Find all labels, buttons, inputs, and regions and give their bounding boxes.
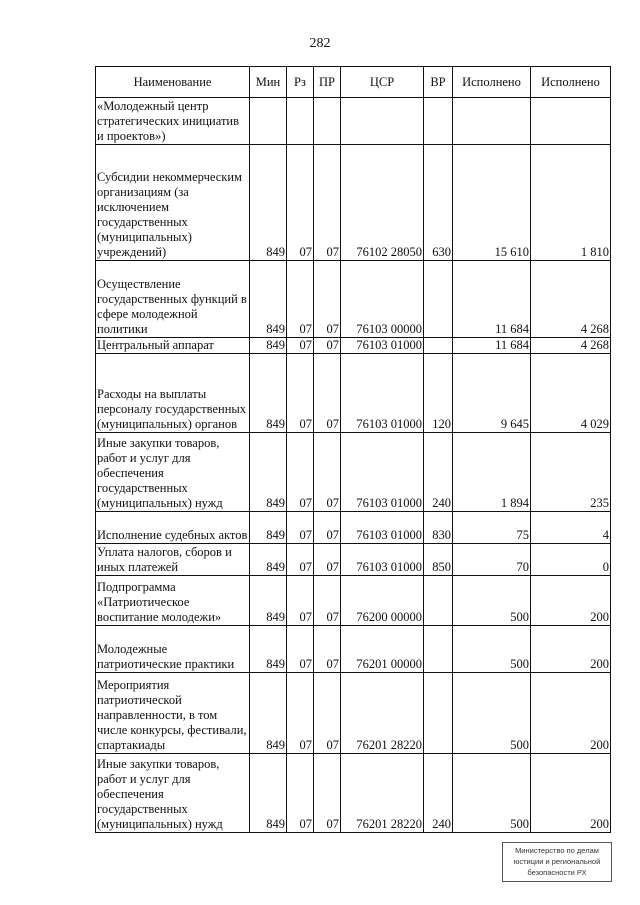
table-row bbox=[96, 354, 611, 433]
row-name: Исполнение судебных актов bbox=[96, 512, 250, 544]
row-pr: 07 bbox=[314, 145, 341, 261]
row-name: Иные закупки товаров, работ и услуг для обеспечения государственных (муниципальных) нужд bbox=[96, 433, 250, 512]
row-vr: 120 bbox=[424, 354, 453, 433]
row-executed-1 bbox=[453, 98, 531, 145]
row-csr: 76103 01000 bbox=[341, 338, 424, 354]
row-name: Расходы на выплаты персоналу государственных (муниципальных) органов bbox=[96, 354, 250, 433]
row-executed-2: 4 029 bbox=[531, 354, 611, 433]
table-row bbox=[96, 433, 611, 512]
row-rz: 07 bbox=[287, 145, 314, 261]
row-min: 849 bbox=[250, 261, 287, 338]
row-executed-1: 500 bbox=[453, 754, 531, 833]
row-name: «Молодежный центр стратегических инициатив и проектов») bbox=[96, 98, 250, 145]
row-executed-2: 0 bbox=[531, 544, 611, 576]
row-executed-2: 235 bbox=[531, 433, 611, 512]
table-header-row bbox=[96, 67, 611, 98]
header-min: Мин bbox=[250, 67, 287, 98]
row-vr bbox=[424, 98, 453, 145]
budget-table bbox=[95, 66, 611, 833]
table-row bbox=[96, 98, 611, 145]
row-min: 849 bbox=[250, 354, 287, 433]
row-vr: 630 bbox=[424, 145, 453, 261]
row-executed-1: 15 610 bbox=[453, 145, 531, 261]
row-name: Молодежные патриотические практики bbox=[96, 626, 250, 673]
row-rz: 07 bbox=[287, 576, 314, 626]
row-rz bbox=[287, 98, 314, 145]
row-pr: 07 bbox=[314, 544, 341, 576]
row-vr bbox=[424, 576, 453, 626]
table-row bbox=[96, 673, 611, 754]
row-vr bbox=[424, 626, 453, 673]
row-pr: 07 bbox=[314, 673, 341, 754]
row-csr: 76201 28220 bbox=[341, 673, 424, 754]
row-csr: 76103 01000 bbox=[341, 544, 424, 576]
row-csr: 76200 00000 bbox=[341, 576, 424, 626]
row-vr: 240 bbox=[424, 754, 453, 833]
row-rz: 07 bbox=[287, 754, 314, 833]
row-csr: 76103 01000 bbox=[341, 354, 424, 433]
row-executed-1: 500 bbox=[453, 576, 531, 626]
row-executed-1: 11 684 bbox=[453, 261, 531, 338]
row-csr: 76103 01000 bbox=[341, 512, 424, 544]
row-vr: 830 bbox=[424, 512, 453, 544]
table-row bbox=[96, 754, 611, 833]
row-csr: 76103 00000 bbox=[341, 261, 424, 338]
row-min: 849 bbox=[250, 544, 287, 576]
row-executed-1: 70 bbox=[453, 544, 531, 576]
row-pr: 07 bbox=[314, 354, 341, 433]
header-name: Наименование bbox=[96, 67, 250, 98]
ministry-stamp bbox=[502, 842, 612, 882]
header-vr: ВР bbox=[424, 67, 453, 98]
row-pr bbox=[314, 98, 341, 145]
row-csr: 76201 28220 bbox=[341, 754, 424, 833]
row-rz: 07 bbox=[287, 673, 314, 754]
row-rz: 07 bbox=[287, 512, 314, 544]
row-rz: 07 bbox=[287, 354, 314, 433]
stamp-line-2: юстиции и региональной bbox=[513, 857, 601, 866]
row-name: Осуществление государственных функций в сфере молодежной политики bbox=[96, 261, 250, 338]
row-min bbox=[250, 98, 287, 145]
row-min: 849 bbox=[250, 754, 287, 833]
row-name: Иные закупки товаров, работ и услуг для обеспечения государственных (муниципальных) нужд bbox=[96, 754, 250, 833]
row-executed-1: 500 bbox=[453, 626, 531, 673]
row-executed-2: 1 810 bbox=[531, 145, 611, 261]
table-row bbox=[96, 145, 611, 261]
stamp-line-1: Министерство по делам bbox=[515, 846, 599, 855]
row-executed-2: 200 bbox=[531, 673, 611, 754]
row-vr bbox=[424, 261, 453, 338]
row-executed-1: 1 894 bbox=[453, 433, 531, 512]
row-min: 849 bbox=[250, 338, 287, 354]
row-executed-1: 75 bbox=[453, 512, 531, 544]
row-pr: 07 bbox=[314, 433, 341, 512]
row-name: Субсидии некоммерческим организациям (за исключением государственных (муниципальных) учреждений) bbox=[96, 145, 250, 261]
row-vr bbox=[424, 338, 453, 354]
row-executed-2: 200 bbox=[531, 576, 611, 626]
row-name: Центральный аппарат bbox=[96, 338, 250, 354]
row-csr: 76102 28050 bbox=[341, 145, 424, 261]
row-executed-2 bbox=[531, 98, 611, 145]
page-number: 282 bbox=[309, 36, 331, 51]
header-csr: ЦСР bbox=[341, 67, 424, 98]
row-executed-2: 4 268 bbox=[531, 261, 611, 338]
table-body bbox=[96, 98, 611, 833]
row-vr: 240 bbox=[424, 433, 453, 512]
row-executed-2: 200 bbox=[531, 626, 611, 673]
row-min: 849 bbox=[250, 576, 287, 626]
row-pr: 07 bbox=[314, 576, 341, 626]
row-rz: 07 bbox=[287, 544, 314, 576]
row-rz: 07 bbox=[287, 626, 314, 673]
table-row bbox=[96, 512, 611, 544]
header-executed-1: Исполнено bbox=[453, 67, 531, 98]
header-pr: ПР bbox=[314, 67, 341, 98]
row-rz: 07 bbox=[287, 338, 314, 354]
stamp-line-3: безопасности РХ bbox=[527, 868, 587, 877]
row-executed-2: 4 bbox=[531, 512, 611, 544]
row-csr: 76201 00000 bbox=[341, 626, 424, 673]
row-executed-2: 4 268 bbox=[531, 338, 611, 354]
row-name: Уплата налогов, сборов и иных платежей bbox=[96, 544, 250, 576]
table-row bbox=[96, 544, 611, 576]
row-csr: 76103 01000 bbox=[341, 433, 424, 512]
row-rz: 07 bbox=[287, 261, 314, 338]
row-name: Мероприятия патриотической направленности, в том числе конкурсы, фестивали, спартакиады bbox=[96, 673, 250, 754]
table-row bbox=[96, 338, 611, 354]
row-min: 849 bbox=[250, 433, 287, 512]
row-executed-1: 9 645 bbox=[453, 354, 531, 433]
row-executed-1: 500 bbox=[453, 673, 531, 754]
row-pr: 07 bbox=[314, 512, 341, 544]
row-csr bbox=[341, 98, 424, 145]
row-executed-1: 11 684 bbox=[453, 338, 531, 354]
row-min: 849 bbox=[250, 512, 287, 544]
table-row bbox=[96, 626, 611, 673]
row-executed-2: 200 bbox=[531, 754, 611, 833]
table-row bbox=[96, 576, 611, 626]
row-pr: 07 bbox=[314, 754, 341, 833]
row-rz: 07 bbox=[287, 433, 314, 512]
table-row bbox=[96, 261, 611, 338]
row-min: 849 bbox=[250, 673, 287, 754]
row-pr: 07 bbox=[314, 338, 341, 354]
row-vr bbox=[424, 673, 453, 754]
row-min: 849 bbox=[250, 626, 287, 673]
row-vr: 850 bbox=[424, 544, 453, 576]
row-pr: 07 bbox=[314, 626, 341, 673]
row-name: Подпрограмма «Патриотическое воспитание молодежи» bbox=[96, 576, 250, 626]
header-rz: Рз bbox=[287, 67, 314, 98]
row-min: 849 bbox=[250, 145, 287, 261]
header-executed-2: Исполнено bbox=[531, 67, 611, 98]
row-pr: 07 bbox=[314, 261, 341, 338]
